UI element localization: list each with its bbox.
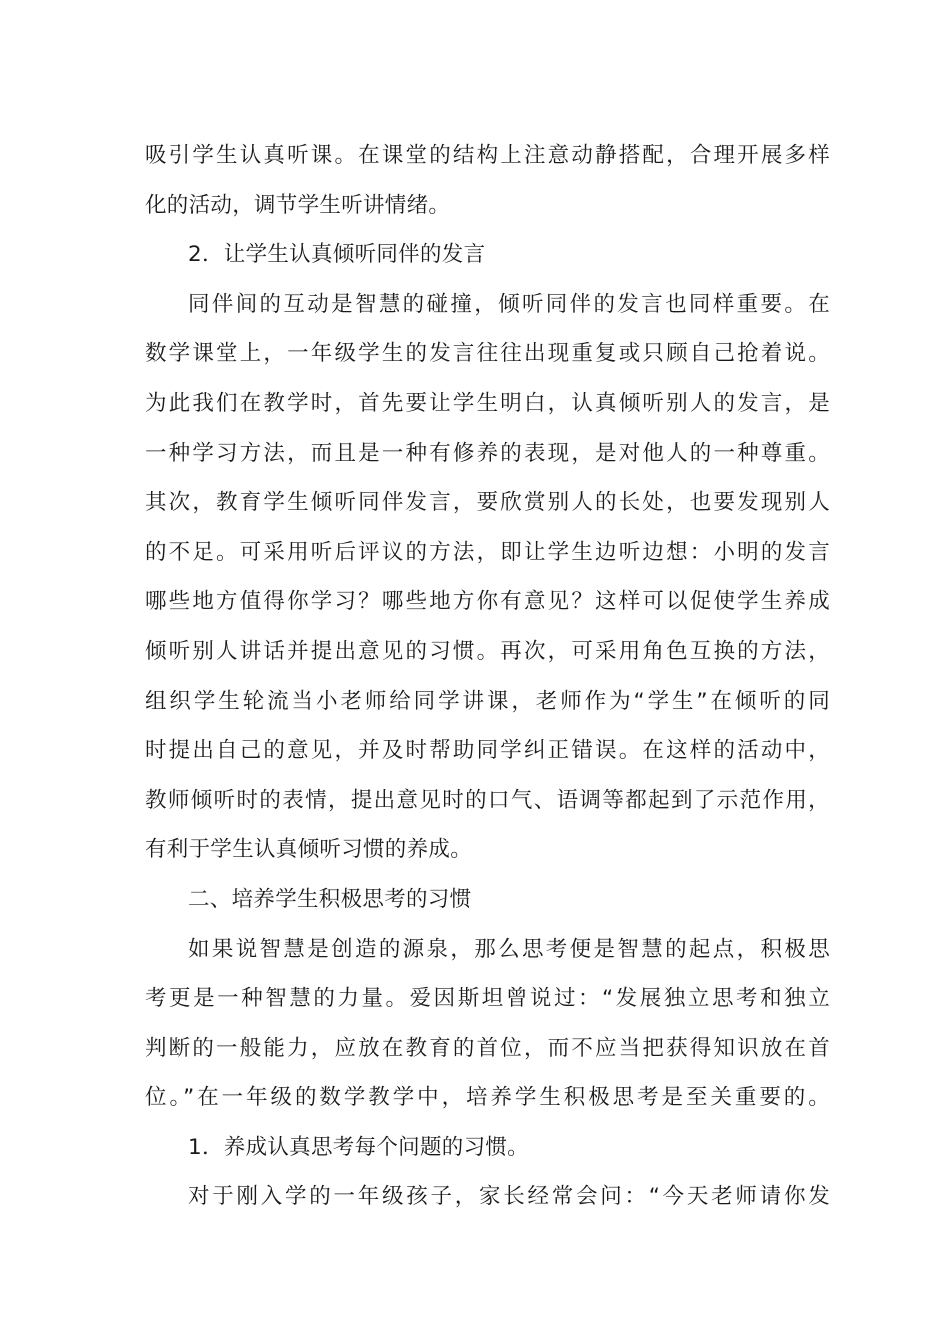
document-body <box>145 131 830 1222</box>
text-line: 同伴间的互动是智慧的碰撞，倾听同伴的发言也同样重要。在 <box>188 291 830 317</box>
text-line: 倾听别人讲话并提出意见的习惯。再次，可采用角色互换的方法， <box>145 638 830 664</box>
text-line: 二、培养学生积极思考的习惯 <box>188 886 472 912</box>
text-line: 如果说智慧是创造的源泉，那么思考便是智慧的起点，积极思 <box>188 936 830 962</box>
text-line: 判断的一般能力，应放在教育的首位，而不应当把获得知识放在首 <box>145 1035 830 1061</box>
text-line: 位。”在一年级的数学教学中，培养学生积极思考是至关重要的。 <box>145 1085 830 1111</box>
text-line: 数学课堂上，一年级学生的发言往往出现重复或只顾自己抢着说。 <box>145 341 830 367</box>
text-line: 教师倾听时的表情，提出意见时的口气、语调等都起到了示范作用， <box>145 787 830 813</box>
text-line: 2．让学生认真倾听同伴的发言 <box>188 242 486 268</box>
text-line: 一种学习方法，而且是一种有修养的表现，是对他人的一种尊重。 <box>145 440 830 466</box>
text-line: 对于刚入学的一年级孩子，家长经常会问：“今天老师请你发 <box>188 1184 830 1210</box>
text-line: 有利于学生认真倾听习惯的养成。 <box>145 837 473 863</box>
text-line: 1．养成认真思考每个问题的习惯。 <box>188 1134 529 1160</box>
text-line: 时提出自己的意见，并及时帮助同学纠正错误。在这样的活动中， <box>145 738 830 764</box>
text-line: 吸引学生认真听课。在课堂的结构上注意动静搭配，合理开展多样 <box>145 143 830 168</box>
text-line: 其次，教育学生倾听同伴发言，要欣赏别人的长处，也要发现别人 <box>145 490 830 516</box>
text-line: 哪些地方值得你学习？哪些地方你有意见？这样可以促使学生养成 <box>145 589 830 615</box>
text-line: 组织学生轮流当小老师给同学讲课，老师作为“学生”在倾听的同 <box>145 688 830 714</box>
text-line: 化的活动，调节学生听讲情绪。 <box>145 192 451 218</box>
text-line: 为此我们在教学时，首先要让学生明白，认真倾听别人的发言，是 <box>145 390 830 416</box>
text-line: 考更是一种智慧的力量。爱因斯坦曾说过：“发展独立思考和独立 <box>145 986 830 1012</box>
text-line: 的不足。可采用听后评议的方法，即让学生边听边想：小明的发言 <box>145 539 830 565</box>
